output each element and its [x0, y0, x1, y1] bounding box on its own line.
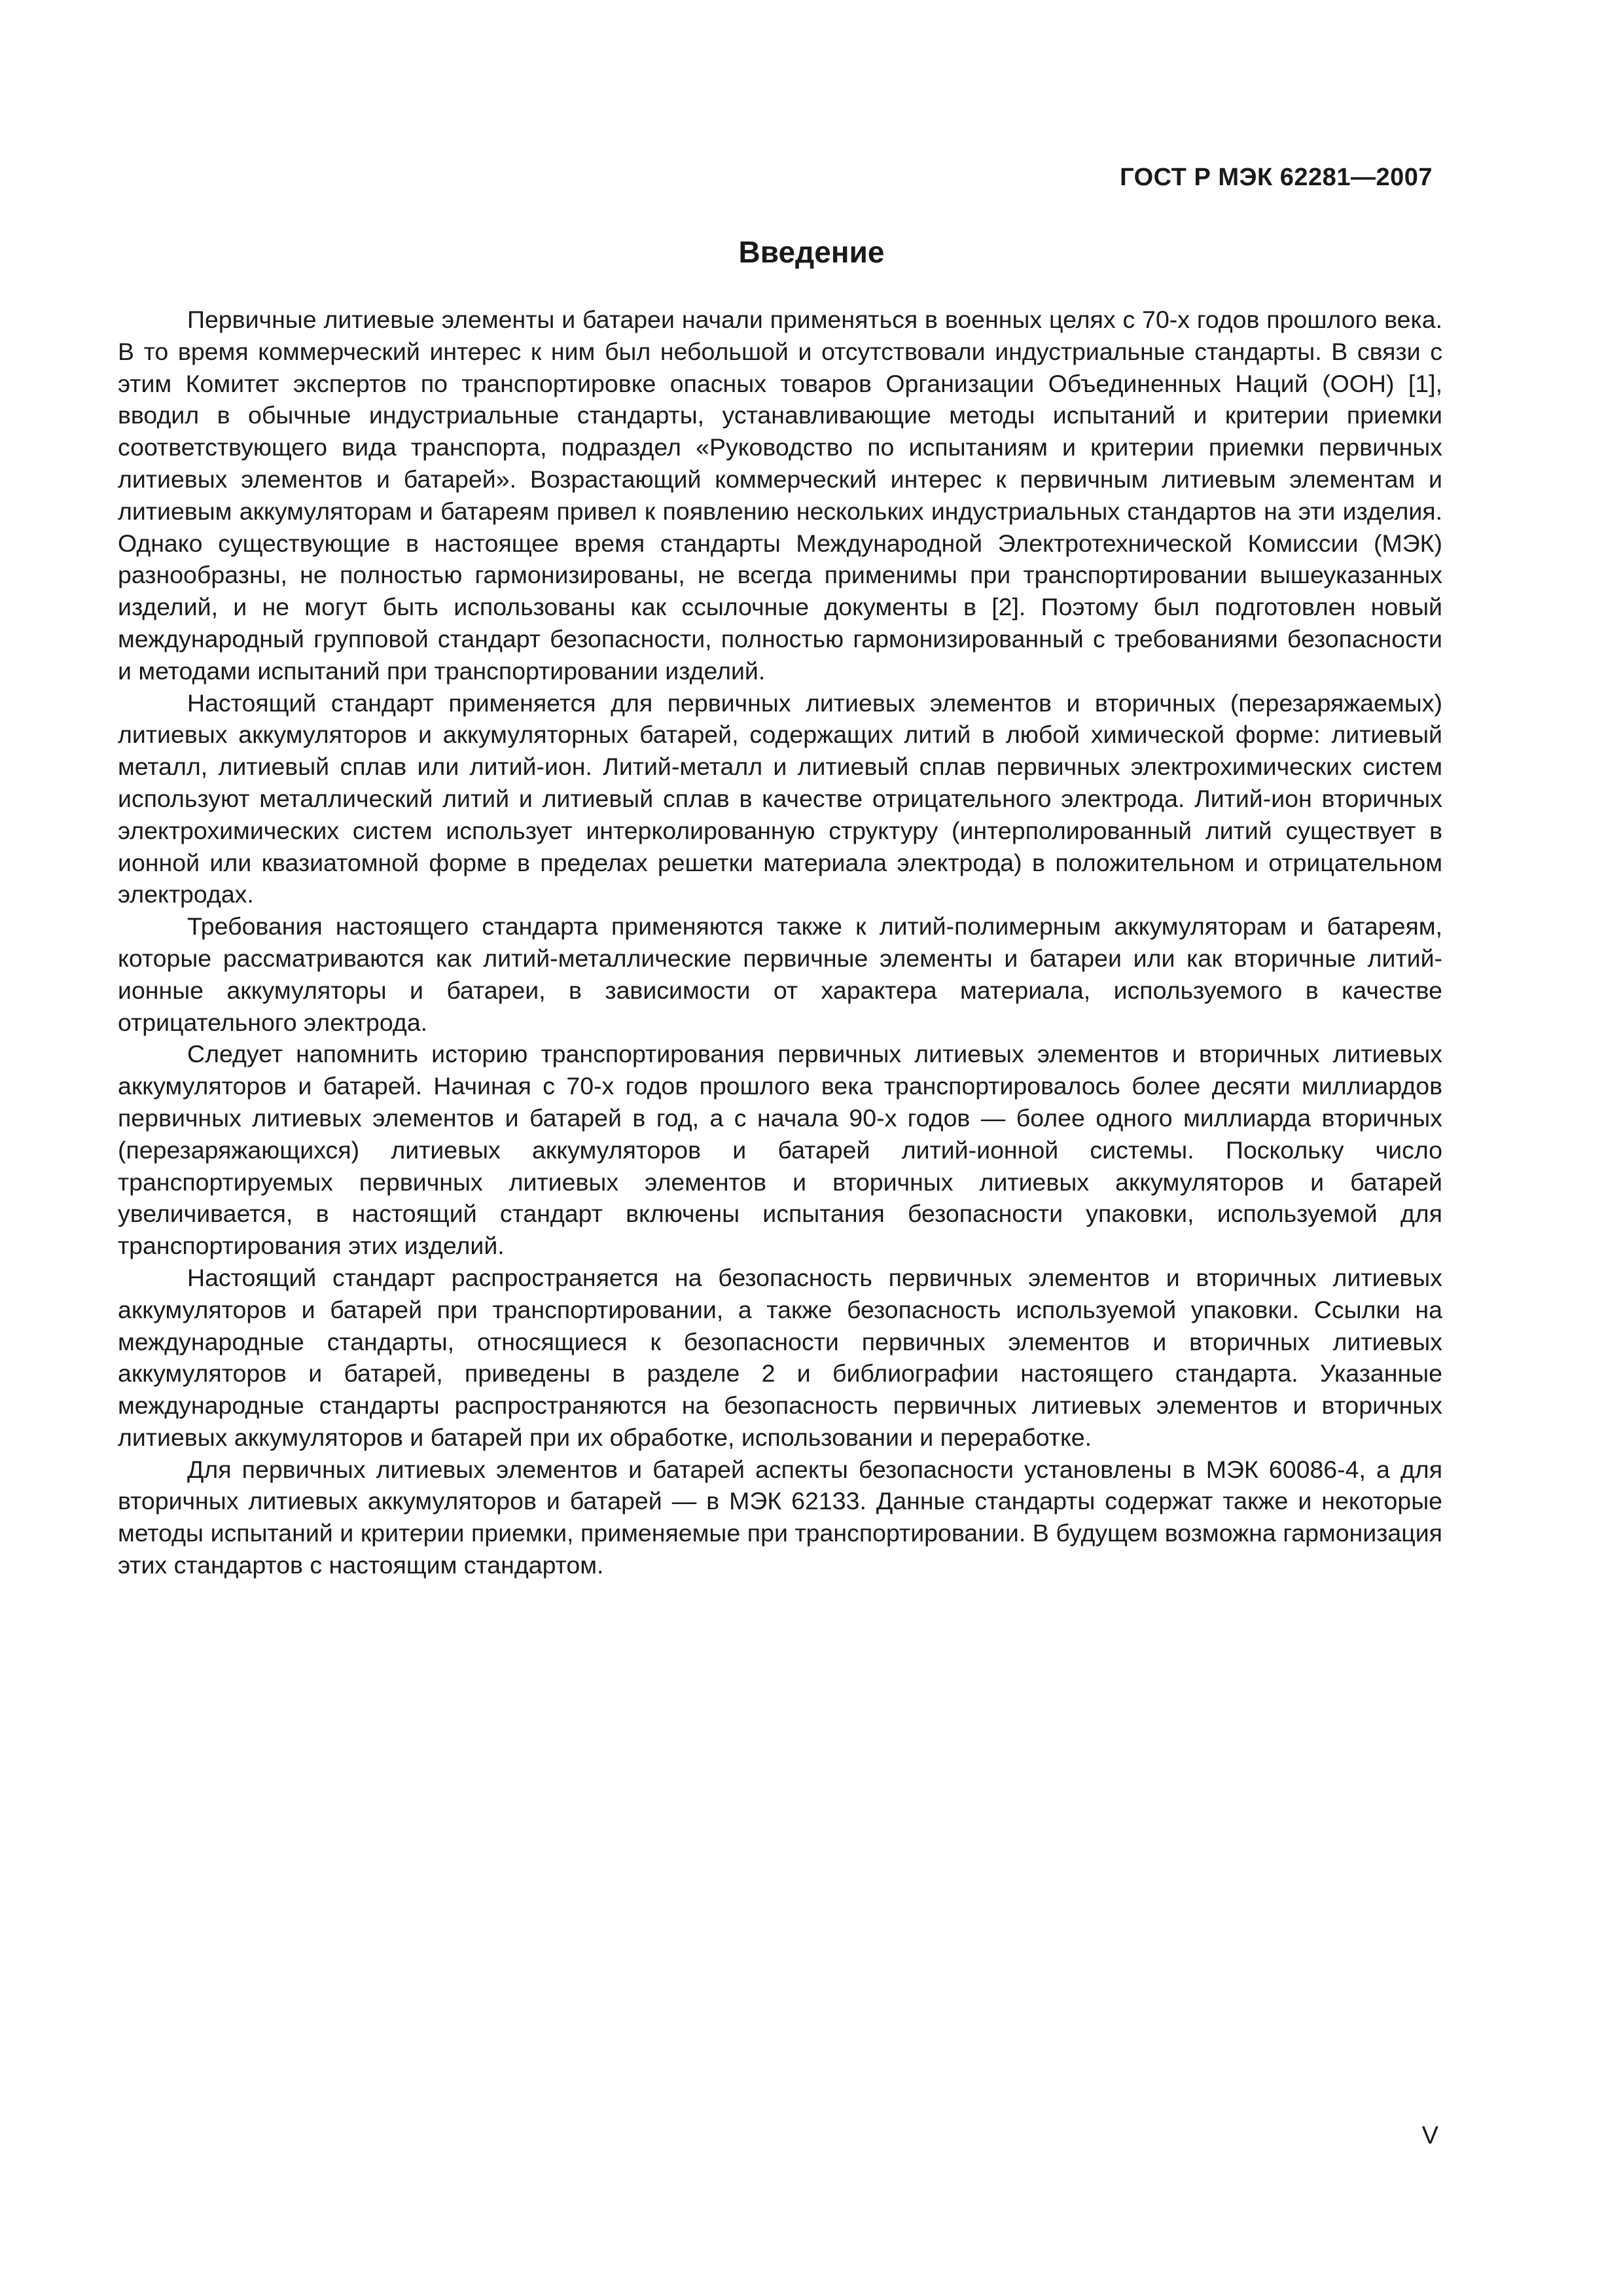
document-code: ГОСТ Р МЭК 62281—2007 — [1120, 164, 1433, 191]
paragraph: Для первичных литиевых элементов и батарей аспекты безопасности установлены в МЭК 60086-4, а для вторичных литиевых аккумуляторов и батарей — в МЭК 62133. Данные стандарты содержат также и некоторые методы испытаний и критерии приемки, применяемые при транспортировании. В будущем возможна гармонизация этих стандартов с настоящим стандартом. — [118, 1455, 1442, 1579]
page-title: Введение — [738, 235, 885, 269]
paragraph: Требования настоящего стандарта применяются также к литий-полимерным аккумуляторам и батареям, которые рассматриваются как литий-металлические первичные элементы и батареи или как вторичные литий-ионные аккумуляторы и батареи, в зависимости от характера материала, используемого в качестве отрицательного электрода. — [118, 912, 1442, 1036]
paragraph: Настоящий стандарт распространяется на безопасность первичных элементов и вторичных литиевых аккумуляторов и батарей при транспортировании, а также безопасность используемой упаковки. Ссылки на международные стандарты, относящиеся к безопасности первичных элементов и вторичных литиевых аккумуляторов и батарей, приведены в разделе 2 и библиографии настоящего стандарта. Указанные международные стандарты распространяются на безопасность первичных литиевых элементов и вторичных литиевых аккумуляторов и батарей при их обработке, использовании и переработке. — [118, 1263, 1442, 1451]
page-number: V — [1421, 2122, 1438, 2149]
document-body — [118, 304, 1442, 1581]
paragraph: Настоящий стандарт применяется для первичных литиевых элементов и вторичных (перезаряжаемых) литиевых аккумуляторов и аккумуляторных батарей, содержащих литий в любой химической форме: литиевый металл, литиевый сплав или литий-ион. Литий-металл и литиевый сплав первичных электрохимических систем используют металлический литий и литиевый сплав в качестве отрицательного электрода. Литий-ион вторичных электрохимических систем использует интерколированную структуру (интерполированный литий существует в ионной или квазиатомной форме в пределах решетки материала электрода) в положительном и отрицательном электродах. — [118, 689, 1442, 908]
paragraph: Следует напомнить историю транспортирования первичных литиевых элементов и вторичных литиевых аккумуляторов и батарей. Начиная с 70-х годов прошлого века транспортировалось более десяти миллиардов первичных литиевых элементов и батарей в год, а с начала 90-х годов — более одного миллиарда вторичных (перезаряжающихся) литиевых аккумуляторов и батарей литий-ионной системы. Поскольку число транспортируемых первичных литиевых элементов и вторичных литиевых аккумуляторов и батарей увеличивается, в настоящий стандарт включены испытания безопасности упаковки, используемой для транспортирования этих изделий. — [118, 1040, 1442, 1260]
paragraph: Первичные литиевые элементы и батареи начали применяться в военных целях с 70-х годов прошлого века. В то время коммерческий интерес к ним был небольшой и отсутствовали индустриальные стандарты. В связи с этим Комитет экспертов по транспортировке опасных товаров Организации Объединенных Наций (ООН) [1], вводил в обычные индустриальные стандарты, устанавливающие методы испытаний и критерии приемки соответствующего вида транспорта, подраздел «Руководство по испытаниям и критерии приемки первичных литиевых элементов и батарей». Возрастающий коммерческий интерес к первичным литиевым элементам и литиевым аккумуляторам и батареям привел к появлению нескольких индустриальных стандартов на эти изделия. Однако существующие в настоящее время стандарты Международной Электротехнической Комиссии (МЭК) разнообразны, не полностью гармонизированы, не всегда применимы при транспортировании вышеуказанных изделий, и не могут быть использованы как ссылочные документы в [2]. Поэтому был подготовлен новый международный групповой стандарт безопасности, полностью гармонизированный с требованиями безопасности и методами испытаний при транспортировании изделий. — [118, 306, 1442, 685]
